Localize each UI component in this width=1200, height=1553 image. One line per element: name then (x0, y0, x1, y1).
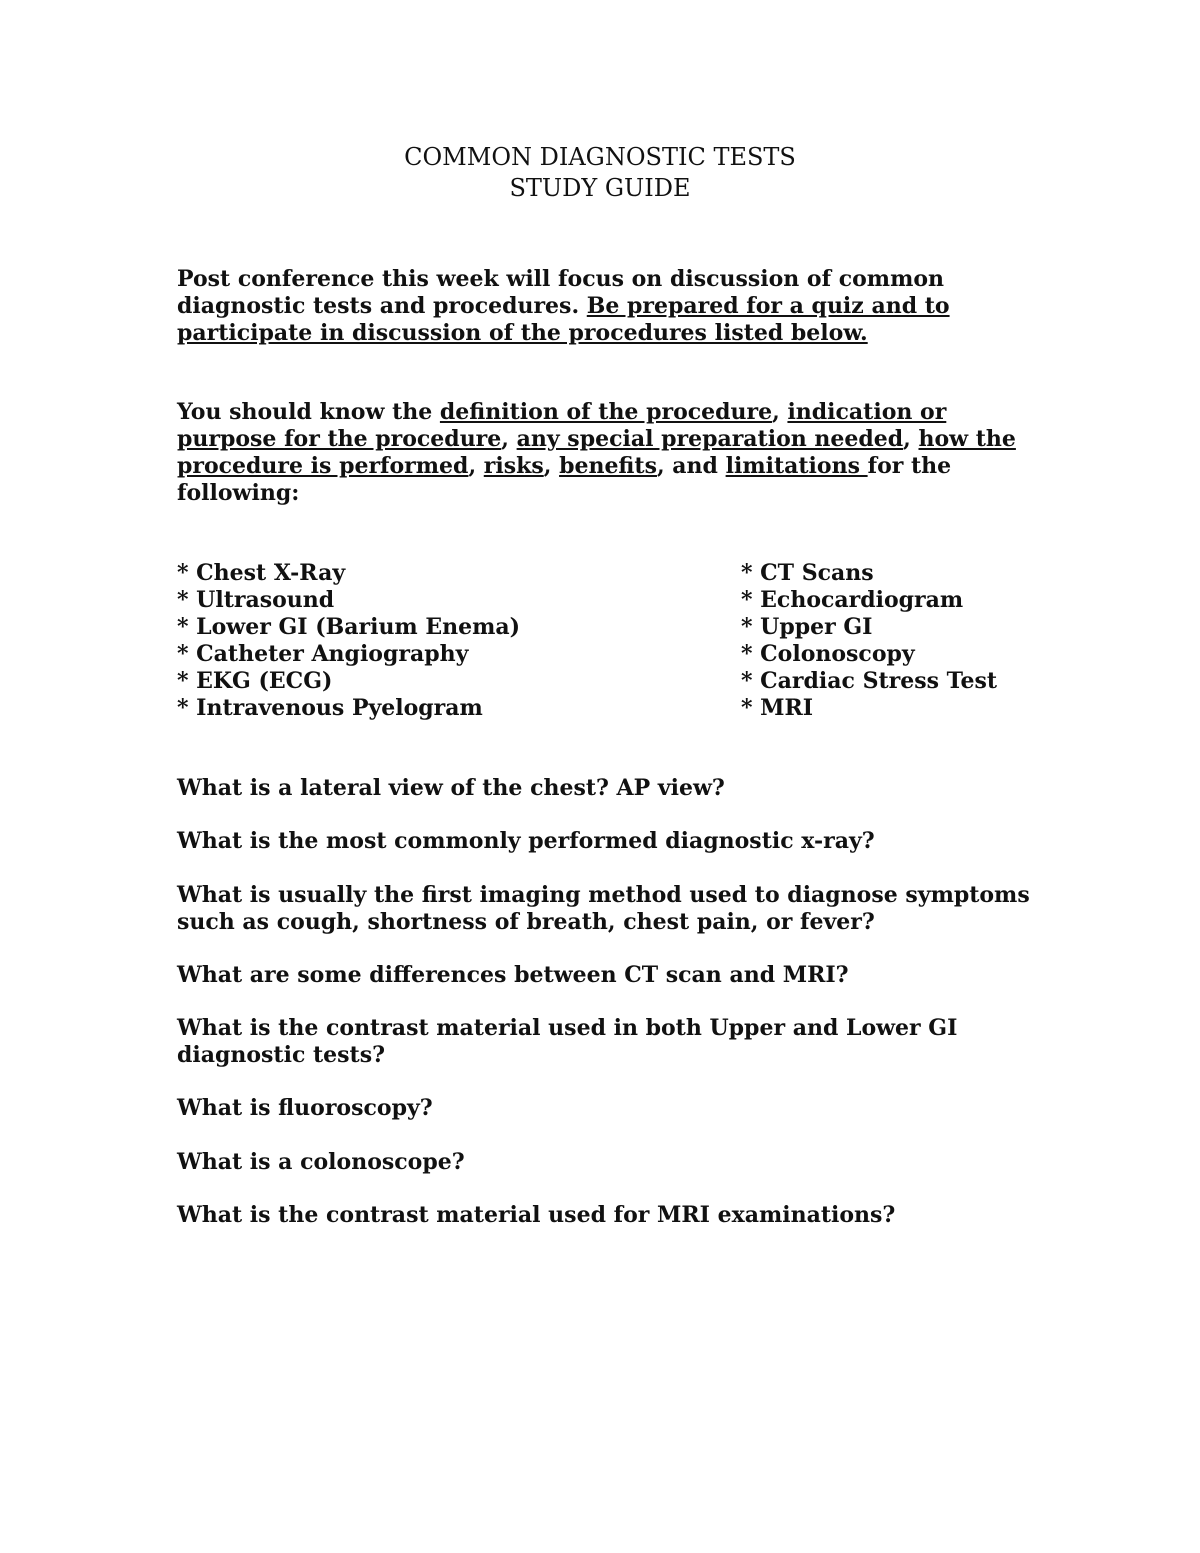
list-item: * Upper GI (741, 614, 873, 640)
list-item: * EKG (ECG) (177, 668, 333, 694)
question-item: What is fluoroscopy? (177, 1095, 433, 1121)
document-title (0, 142, 1200, 204)
requirement-indication: indication or purpose for the procedure (177, 399, 947, 452)
separator: , (501, 426, 517, 452)
requirements-text: You should know the (177, 399, 440, 425)
separator: , (468, 453, 484, 479)
list-item: * Cardiac Stress Test (741, 668, 998, 694)
list-item: * CT Scans (741, 560, 874, 586)
requirements-paragraph (177, 399, 1037, 507)
procedure-list-right (741, 560, 997, 722)
list-item: * Chest X-Ray (177, 560, 346, 586)
intro-paragraph (177, 266, 1037, 347)
question-item: What is a lateral view of the chest? AP view? (177, 775, 725, 801)
question-item: What is usually the first imaging method used to diagnose symptoms such as cough, shortness of breath, chest pain, or fever? (177, 882, 1030, 935)
intro-text: Post conference this week will focus on discussion of common diagnostic tests and procedures. (177, 266, 945, 319)
list-item: * Intravenous Pyelogram (177, 695, 483, 721)
requirements-text-end: for the following: (177, 453, 952, 506)
question-item: What is a colonoscope? (177, 1149, 465, 1175)
requirement-definition: definition of the procedure (439, 399, 773, 425)
separator: , (903, 426, 919, 452)
requirement-preparation: any special preparation needed (516, 426, 904, 452)
list-item: * Ultrasound (177, 587, 335, 613)
intro-underlined-text: Be prepared for a quiz and to participate in discussion of the procedures listed below. (177, 293, 950, 346)
separator: , (772, 399, 788, 425)
question-item: What is the contrast material used for MRI examinations? (177, 1202, 896, 1228)
question-item: What are some differences between CT scan and MRI? (177, 962, 849, 988)
separator: , (543, 453, 560, 479)
list-item: * Colonoscopy (741, 641, 915, 667)
requirement-risks: risks (483, 453, 544, 479)
requirement-limitations: limitations (725, 453, 868, 479)
question-item: What is the most commonly performed diagnostic x-ray? (177, 828, 875, 854)
list-item: * Catheter Angiography (177, 641, 469, 667)
list-item: * Echocardiogram (741, 587, 964, 613)
separator: , and (656, 453, 726, 479)
title-line-2: STUDY GUIDE (509, 174, 691, 202)
list-item: * MRI (741, 695, 814, 721)
question-item: What is the contrast material used in both Upper and Lower GI diagnostic tests? (177, 1015, 958, 1068)
requirement-performance: how the procedure is performed (177, 426, 1016, 479)
requirement-benefits: benefits (559, 453, 657, 479)
list-item: * Lower GI (Barium Enema) (177, 614, 521, 640)
title-line-1: COMMON DIAGNOSTIC TESTS (404, 143, 796, 171)
procedure-list-left (177, 560, 520, 722)
